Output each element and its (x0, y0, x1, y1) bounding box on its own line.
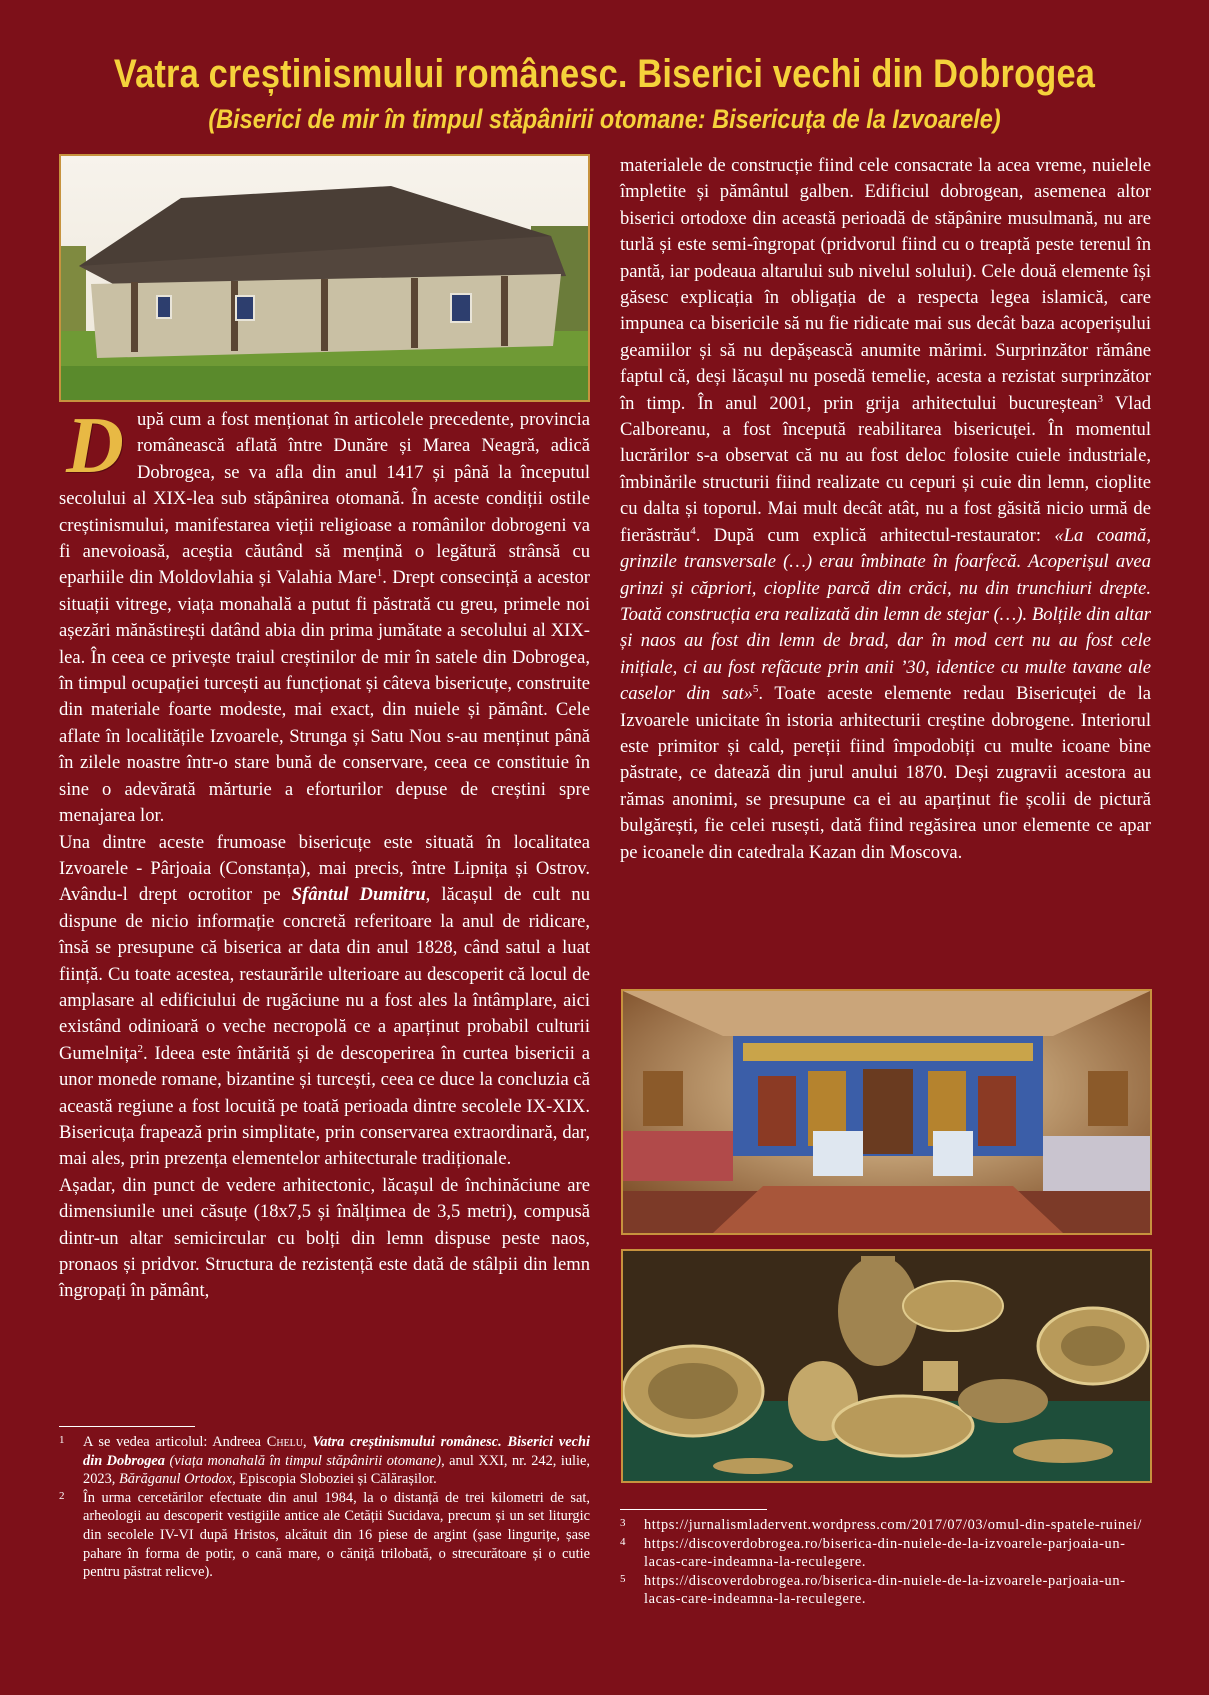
footnote-link[interactable]: https://discoverdobrogea.ro/biserica-din-nuiele-de-la-izvoarele-parjoaia-un-lacas-care-indeamna-la-reculegere. (644, 1572, 1126, 1608)
saint-name: Sfântul Dumitru (291, 884, 426, 906)
footnote-link[interactable]: https://jurnalismladervent.wordpress.com/2017/07/03/omul-din-spatele-ruinei/ (644, 1517, 1143, 1533)
dropcap-letter: D (66, 402, 124, 490)
footnote-ref[interactable]: 2 (137, 1042, 143, 1055)
right-column-text (620, 153, 1151, 866)
footnote-divider (620, 1509, 767, 1510)
architect-quote: «La coamă, grinzile transversale (…) erau îmbinate în foarfecă. Acoperișul avea grinzi și căpriori, cioplite parcă din crăci, nu din trunchiuri drepte. Toată construcția era realizată din lemn de stejar (…). Bolțile din altar și naos au fost din lemn de brad, dar în mod cert nu au fost cele inițiale, ci au fost refăcute prin anii ’30, identice cu multe tavane ale caselor din sat» (620, 524, 1151, 705)
footnote-link[interactable]: https://discoverdobrogea.ro/biserica-din-nuiele-de-la-izvoarele-parjoaia-un-lacas-care-indeamna-la-reculegere. (644, 1535, 1126, 1571)
paragraph-materials: materialele de construcție fiind cele consacrate la acea vreme, nuielele împletite și pământul galben. Edificiul dobrogean, asemenea altor biserici ortodoxe din această perioadă de stăpânire musulmană, nu are turlă și este semi-îngropat (pridvorul fiind cu o treaptă peste terenul în pantă, iar podeaua altarului sub nivelul solului). Cele două elemente își găsesc explicația în obligația de a respecta legea islamică, care impunea ca bisericile să nu fie ridicate mai sus decât baza acoperișului geamiilor și să nu depășească anumite mărimi. Surprinzător rămâne faptul că, deși lăcașul nu posedă temelie, acesta a rezistat surprinzător în timp. În anul 2001, prin grija arhitectului bucureștean$^3$ Vlad Calboreanu, a fost începută reabilitarea bisericuței. În momentul lucrărilor s-a observat că nu au fost deloc folosite cuiele industriale, îmbinările structurii fiind realizate cu cepuri și cuie din lemn, cioplite cu dalta și toporul. Mai mult decât atât, nu a fost găsită nicio urmă de fierăstrău$^4$. După cum explică arhitectul-restaurator: «La coamă, grinzile transversale (…) erau îmbinate în foarfecă. Acoperișul avea grinzi și căpriori, cioplite parcă din crăci, nu din trunchiuri drepte. Toată construcția era realizată din lemn de stejar (…). Bolțile din altar și naos au fost din lemn de brad, dar în mod cert nu au fost cele inițiale, ci au fost refăcute prin anii ’30, identice cu multe tavane ale caselor din sat»$^5$. Toate aceste elemente redau Bisericuței de la Izvoarele unicitate în istoria arhitecturii creștine dobrogene. Interiorul este primitor și cald, pereții fiind împodobiți cu multe icoane bine păstrate, ce datează din jurul anului 1870. Deși zugravii acestora au rămas anonimi, se presupune ca ei au aparținut fie școlii de pictură bulgărești, fie celei rusești, dată fiind regăsirea unor elemente ce apar pe icoanele din catedrala Kazan din Moscova. (620, 155, 1151, 863)
footnotes-left (59, 1433, 590, 1582)
footnote-4: 4 https://discoverdobrogea.ro/biserica-din-nuiele-de-la-izvoarele-parjoaia-un-lacas-care-indeamna-la-reculegere. (620, 1535, 1126, 1571)
silver-treasure-image (623, 1251, 1150, 1481)
footnote-1: 1 A se vedea articolul: Andreea Chelu, Vatra creștinismului românesc. Biserici vechi din Dobrogea (viața monahală în timpul stăpânirii otomane), anul XXI, nr. 242, iulie, 2023, Bărăganul Ortodox, Episcopia Sloboziei și Călărașilor. (59, 1434, 591, 1488)
footnote-3: 3 https://jurnalismladervent.wordpress.com/2017/07/03/omul-din-spatele-ruinei/ (620, 1517, 1143, 1533)
footnotes-right (620, 1516, 1151, 1609)
church-interior-image (623, 991, 1150, 1233)
footnote-ref[interactable]: 1 (376, 567, 383, 580)
paragraph-intro: upă cum a fost menționat în articolele precedente, provincia românească aflată între Dunăre și Marea Neagră, adică Dobrogea, se va afla din anul 1417 și până la începutul secolului al XIX-lea sub stăpânirea otomană. În aceste condiții ostile creștinismului, manifestarea vieții religioase a românilor dobrogeni va fi anevoioasă, aceștia căutând să mențină o legătură strânsă cu eparhiile din Moldovlahia și Valahia Mare$^1$. Drept consecință a acestor situații vitrege, viața monahală a putut fi păstrată cu greu, primele noi așezări mănăstirești datând abia din prima jumătate a secolului al XIX-lea. În ceea ce privește traiul creștinilor de mir în satele din Dobrogea, în timpul ocupației turcești au funcționat și câteva bisericuțe, construite din materiale foarte modeste, mai exact, din nuiele și pământ. Cele aflate în localitățile Izvoarele, Strunga și Satu Nou s-au menținut până în zilele noastre într-o stare bună de conservare, ceea ce constituie în sine o adevărată mărturie a eforturilor depuse de creștini spre menajarea lor. (59, 409, 590, 827)
footnote-ref[interactable]: 3 (1097, 392, 1103, 405)
footnote-2: 2 În urma cercetărilor efectuate din anul 1984, la o distanță de trei kilometri de sat, arheologii au descoperit vestigiile antice ale Cetății Sucidava, precum și un set liturgic din secolele IV-VI după Hristos, alcătuit din 16 piese de argint (șase lingurițe, șase pahare în forma de potir, o cană mare, o căniță trilobată, o strecurătoare și o cutie pentru păstrat relicve). (59, 1489, 590, 1581)
page-title: Vatra creștinismului românesc. Biserici vechi din Dobrogea (113, 52, 1096, 96)
church-interior-photo (621, 989, 1152, 1235)
silver-treasure-photo (621, 1249, 1152, 1483)
church-exterior-image (61, 156, 588, 400)
paragraph-architecture: Așadar, din punct de vedere arhitectonic, lăcașul de închinăciune are dimensiunile unei căsuțe (18x7,5 și înălțimea de 3,5 metri), compusă dintr-un altar semicircular cu bolți din lemn dispuse peste naos, pronaos și pridvor. Structura de rezistență este dată de stâlpii din lemn îngropați în pământ, (59, 1174, 590, 1302)
footnote-5: 5 https://discoverdobrogea.ro/biserica-din-nuiele-de-la-izvoarele-parjoaia-un-lacas-care-indeamna-la-reculegere. (620, 1572, 1126, 1608)
paragraph-location: Una dintre aceste frumoase bisericuțe este situată în localitatea Izvoarele - Pârjoaia (Constanța), mai precis, între Lipnița și Ostrov. Avându-l drept ocrotitor pe Sfântul Dumitru, lăcașul de cult nu dispune de nicio informație concretă referitoare la anul de ridicare, însă se presupune că biserica ar data din anul 1828, când satul a luat ființă. Cu toate acestea, restaurările ulterioare au descoperit că locul de amplasare al edificiului de rugăciune nu a fost ales la întâmplare, aici existând odinioară o veche necropolă ce a aparținut probabil culturii Gumelnița$^2$. Ideea este întărită și de descoperirea în curtea bisericii a unor monede romane, bizantine și turcești, ceea ce duce la concluzia că această regiune a fost locuită pe toată perioada dintre secolele IX-XIX. Bisericuța frapează prin simplitate, prin conservarea extraordinară, dar, mai ales, prin prezența elementelor arhitecturale tradiționale. (59, 831, 591, 1170)
footnote-ref[interactable]: 4 (690, 524, 696, 537)
footnote-divider (59, 1426, 195, 1427)
page-subtitle: (Biserici de mir în timpul stăpânirii otomane: Bisericuța de la Izvoarele) (208, 104, 1001, 134)
footnote-ref[interactable]: 5 (752, 682, 759, 695)
left-column-text (59, 402, 591, 1305)
church-exterior-photo (59, 154, 590, 402)
